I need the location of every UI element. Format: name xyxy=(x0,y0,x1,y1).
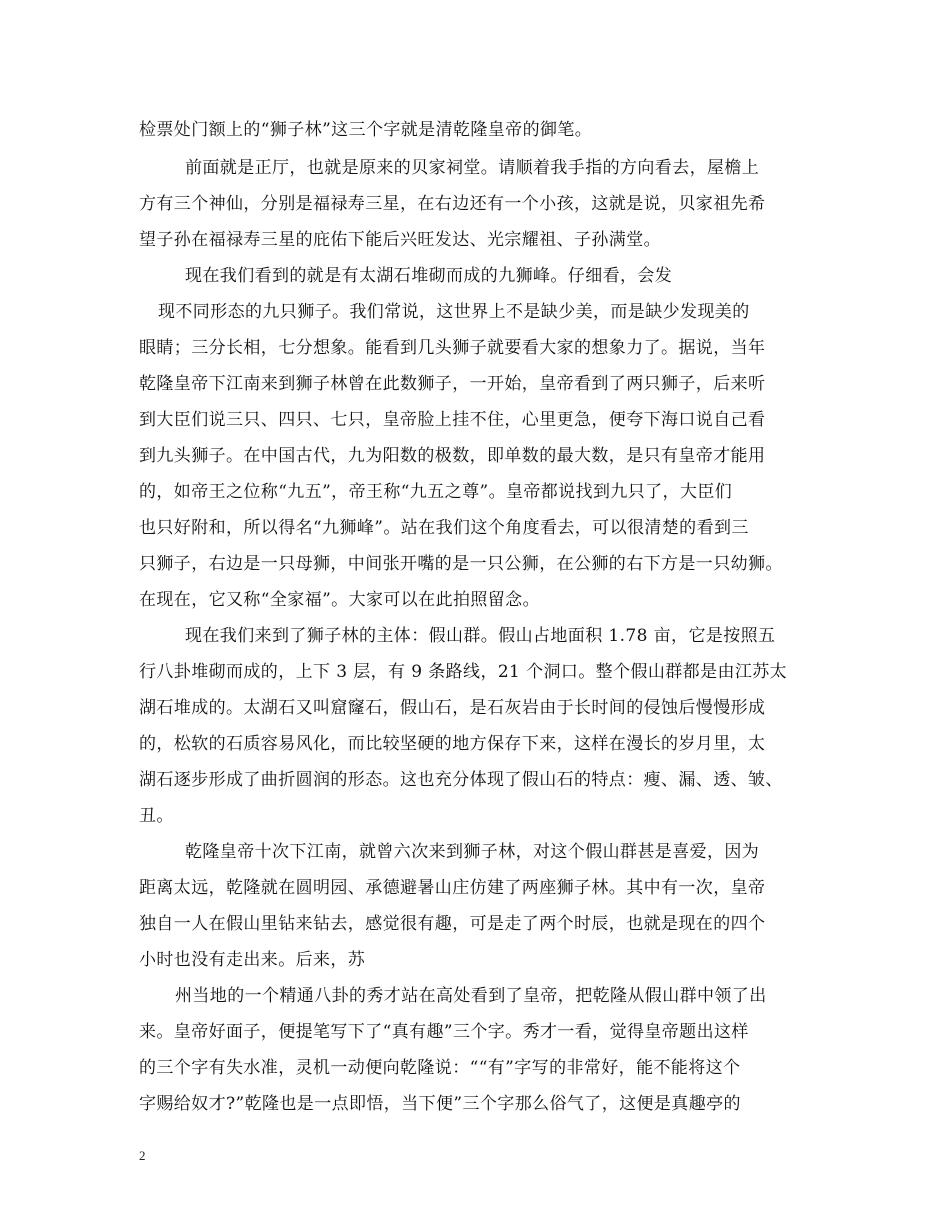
page-number: 2 xyxy=(139,1148,146,1163)
text-line: 望子孙在福禄寿三星的庇佑下能后兴旺发达、光宗耀祖、子孙满堂。 xyxy=(139,230,661,250)
text-line: 小时也没有走出来。后来，苏 xyxy=(139,950,366,970)
text-line: 在现在，它又称“全家福”。大家可以在此拍照留念。 xyxy=(139,590,540,610)
text-line: 丑。 xyxy=(139,806,174,826)
text-line: 湖石逐步形成了曲折圆润的形态。这也充分体现了假山石的特点：瘦、漏、透、皱、 xyxy=(139,770,783,790)
text-line: 乾隆皇帝下江南来到狮子林曾在此数狮子，一开始，皇帝看到了两只狮子，后来听 xyxy=(139,374,766,394)
text-line: 的三个字有失水准，灵机一动便向乾隆说：““有”字写的非常好，能不能将这个 xyxy=(139,1058,741,1078)
text-line: 现不同形态的九只狮子。我们常说，这世界上不是缺少美，而是缺少发现美的 xyxy=(158,302,750,322)
text-line: 距离太远，乾隆就在圆明园、承德避暑山庄仿建了两座狮子林。其中有一次，皇帝 xyxy=(139,878,766,898)
text-line: 的，如帝王之位称“九五”，帝王称“九五之尊”。皇帝都说找到九只了，大臣们 xyxy=(139,482,733,502)
text-line: 到九头狮子。在中国古代，九为阳数的极数，即单数的最大数，是只有皇帝才能用 xyxy=(139,446,766,466)
text-line: 州当地的一个精通八卦的秀才站在高处看到了皇帝，把乾隆从假山群中领了出 xyxy=(175,986,767,1006)
text-line: 前面就是正厅，也就是原来的贝家祠堂。请顺着我手指的方向看去，屋檐上 xyxy=(185,158,760,178)
text-line: 只狮子，右边是一只母狮，中间张开嘴的是一只公狮，在公狮的右下方是一只幼狮。 xyxy=(139,554,783,574)
text-line: 行八卦堆砌而成的，上下 3 层，有 9 条路线，21 个洞口。整个假山群都是由江苏太 xyxy=(139,662,788,682)
text-line: 到大臣们说三只、四只、七只，皇帝脸上挂不住，心里更急，便夸下海口说自己看 xyxy=(139,410,766,430)
text-line: 也只好附和，所以得名“九狮峰”。站在我们这个角度看去，可以很清楚的看到三 xyxy=(139,518,749,538)
text-line: 字赐给奴才?”乾隆也是一点即悟，当下便”三个字那么俗气了，这便是真趣亭的 xyxy=(139,1094,741,1114)
text-line: 乾隆皇帝十次下江南，就曾六次来到狮子林，对这个假山群甚是喜爱，因为 xyxy=(185,842,760,862)
text-line: 方有三个神仙，分别是福禄寿三星，在右边还有一个小孩，这就是说，贝家祖先希 xyxy=(139,194,766,214)
text-line: 现在我们看到的就是有太湖石堆砌而成的九狮峰。仔细看，会发 xyxy=(185,266,673,286)
text-line: 独自一人在假山里钻来钻去，感觉很有趣，可是走了两个时辰，也就是现在的四个 xyxy=(139,914,766,934)
text-line: 来。皇帝好面子，便提笔写下了“真有趣”三个字。秀才一看，觉得皇帝题出这样 xyxy=(139,1022,749,1042)
text-line: 现在我们来到了狮子林的主体：假山群。假山占地面积 1.78 亩，它是按照五 xyxy=(185,626,776,646)
text-line: 眼睛；三分长相，七分想象。能看到几头狮子就要看大家的想象力了。据说，当年 xyxy=(139,338,766,358)
text-line: 的，松软的石质容易风化，而比较坚硬的地方保存下来，这样在漫长的岁月里，太 xyxy=(139,734,766,754)
text-line: 检票处门额上的“狮子林”这三个字就是清乾隆皇帝的御笔。 xyxy=(139,120,593,140)
text-line: 湖石堆成的。太湖石又叫窟窿石，假山石，是石灰岩由于长时间的侵蚀后慢慢形成 xyxy=(139,698,766,718)
